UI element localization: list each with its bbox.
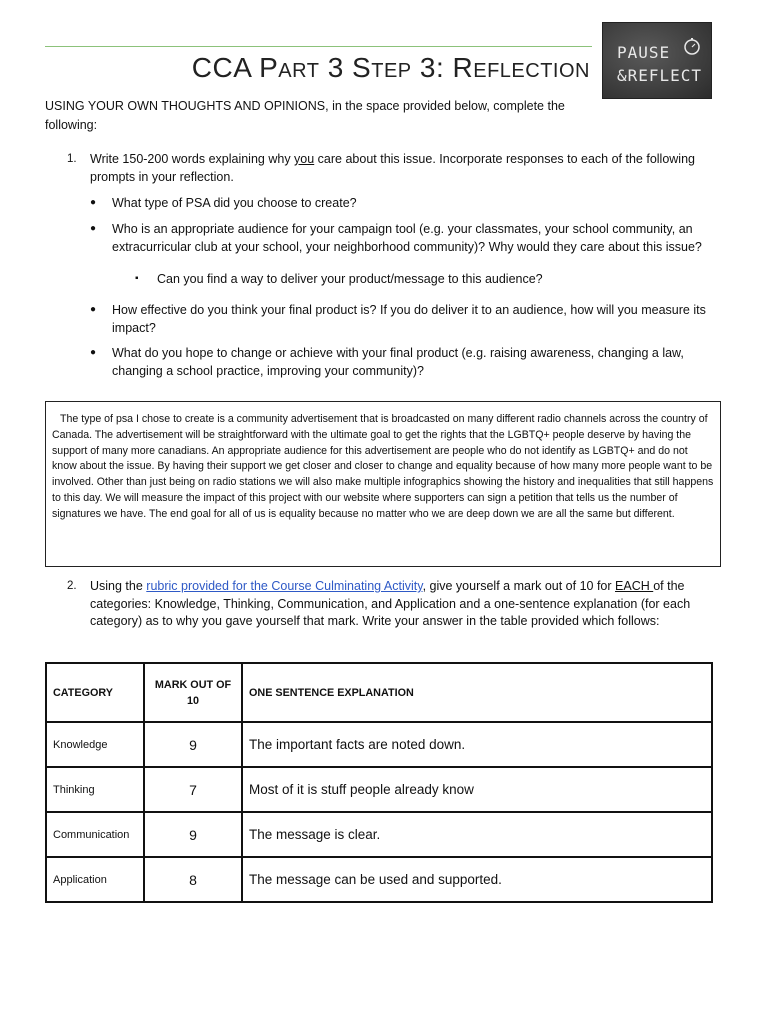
underlined-word: you [294, 152, 315, 166]
category-cell: Application [46, 857, 144, 902]
category-cell: Thinking [46, 767, 144, 812]
self-assessment-table [45, 662, 713, 903]
pause-reflect-badge [602, 22, 712, 99]
prompt-text: Who is an appropriate audience for your campaign tool (e.g. your classmates, your school community, an extracurricular club at your school, your neighborhood community)? Why would they care about this issue? [112, 222, 702, 254]
explanation-cell[interactable]: The message can be used and supported. [242, 857, 712, 902]
question-2-text: Using the rubric provided for the Course Culminating Activity, give yourself a mark out of 10 for EACH of the categories: Knowledge, Thinking, Communication, and Application and a one-sentence explanation (for each category) as to why you gave yourself that mark. Write your answer in the table provided which follows: [90, 579, 691, 628]
explanation-cell[interactable]: The important facts are noted down. [242, 722, 712, 767]
bullet-dot-icon: ● [90, 304, 97, 315]
badge-line-1: PAUSE [617, 43, 671, 62]
mark-cell[interactable]: 7 [144, 767, 242, 812]
mark-cell[interactable]: 9 [144, 812, 242, 857]
mark-cell[interactable]: 8 [144, 857, 242, 902]
table-row [46, 722, 712, 767]
question-1-text: Write 150-200 words explaining why you care about this issue. Incorporate responses to each of the following prompts in your reflection. [90, 152, 695, 184]
bullet-square-icon: ▪ [135, 273, 139, 284]
prompt-text: What type of PSA did you choose to create? [112, 196, 357, 210]
table-header-row [46, 663, 712, 722]
underlined-word: EACH [615, 579, 654, 593]
page-title: CCA Part 3 Step 3: Reflection [191, 52, 590, 83]
answer-text: The type of psa I chose to create is a community advertisement that is broadcasted on many different radio channels across the country of Canada. The advertisement will be straightforward with the ultimate goal to get the rights that the LGBTQ+ people deserve by having the support of many more canadians. An appropriate audience for this advertisement are people who do not identify as LGBTQ+ and do not know about the issue. By having their support we get closer and closer to change and equality because of how many more people want to be involved. Other than just being on radio stations we will also make multiple infographics showing the history and inequalities that still happens to this day. We will measure the impact of this project with our website where supporters can sign a petition that tells us the number of signatures we have. The end goal for all of us is equality because no matter who we are deep down we are all the same but different. [52, 413, 714, 520]
intro-instructions: USING YOUR OWN THOUGHTS AND OPINIONS, in the space provided below, complete the following: [45, 99, 565, 132]
column-header-mark: MARK OUT OF 10 [144, 663, 242, 722]
bullet-dot-icon: ● [90, 197, 97, 208]
badge-line-2: &REFLECT [617, 66, 703, 85]
explanation-cell[interactable]: The message is clear. [242, 812, 712, 857]
column-header-category: CATEGORY [46, 663, 144, 722]
category-cell: Knowledge [46, 722, 144, 767]
answer-text-box[interactable] [45, 401, 721, 567]
rubric-link[interactable]: rubric provided for the Course Culminating Activity [146, 579, 423, 593]
explanation-cell[interactable]: Most of it is stuff people already know [242, 767, 712, 812]
question-number: 2. [67, 580, 77, 592]
prompt-text: How effective do you think your final product is? If you do deliver it to an audience, how will you measure its impact? [112, 303, 706, 335]
table-row [46, 857, 712, 902]
question-number: 1. [67, 153, 77, 165]
table-row [46, 767, 712, 812]
bullet-dot-icon: ● [90, 223, 97, 234]
table-row [46, 812, 712, 857]
prompt-text: Can you find a way to deliver your product/message to this audience? [157, 272, 543, 286]
header-rule [45, 46, 592, 47]
bullet-dot-icon: ● [90, 347, 97, 358]
prompt-text: What do you hope to change or achieve with your final product (e.g. raising awareness, changing a law, changing a school practice, improving your community)? [112, 346, 684, 378]
column-header-explanation: ONE SENTENCE EXPLANATION [242, 663, 712, 722]
category-cell: Communication [46, 812, 144, 857]
mark-cell[interactable]: 9 [144, 722, 242, 767]
